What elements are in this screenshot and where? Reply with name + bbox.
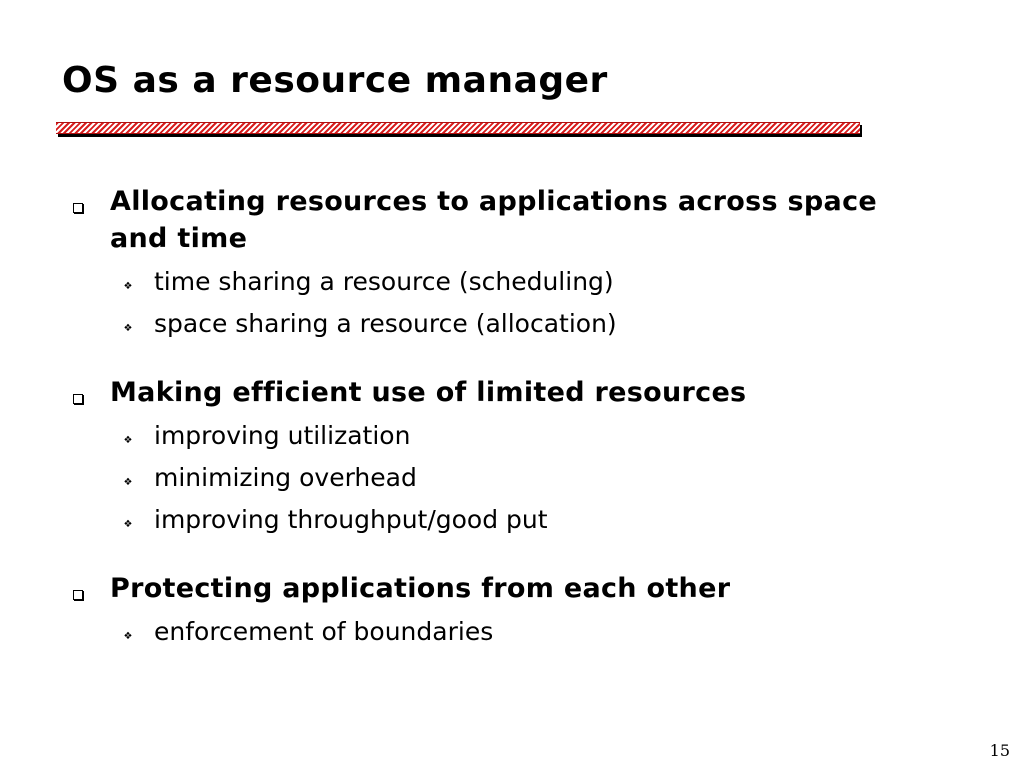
diamond-bullet-icon: ❖ (123, 323, 133, 334)
square-bullet-icon (73, 203, 83, 213)
slide-title: OS as a resource manager (62, 60, 608, 101)
bullet-heading: Allocating resources to applications across space and time (110, 186, 877, 254)
title-underline (56, 122, 860, 134)
diamond-bullet-icon: ❖ (123, 631, 133, 642)
sub-bullet: improving utilization (154, 421, 411, 450)
page-number: 15 (989, 741, 1010, 760)
square-bullet-icon (73, 394, 83, 404)
diamond-bullet-icon: ❖ (123, 477, 133, 488)
sub-bullet: minimizing overhead (154, 463, 417, 492)
sub-bullet: time sharing a resource (scheduling) (154, 267, 614, 296)
diamond-bullet-icon: ❖ (123, 435, 133, 446)
diamond-bullet-icon: ❖ (123, 281, 133, 292)
diamond-bullet-icon: ❖ (123, 519, 133, 530)
bullet-heading: Protecting applications from each other (110, 573, 731, 604)
bullet-heading: Making efficient use of limited resources (110, 377, 747, 408)
sub-bullet: improving throughput/good put (154, 505, 548, 534)
sub-bullet: enforcement of boundaries (154, 617, 494, 646)
sub-bullet: space sharing a resource (allocation) (154, 309, 617, 338)
square-bullet-icon (73, 590, 83, 600)
